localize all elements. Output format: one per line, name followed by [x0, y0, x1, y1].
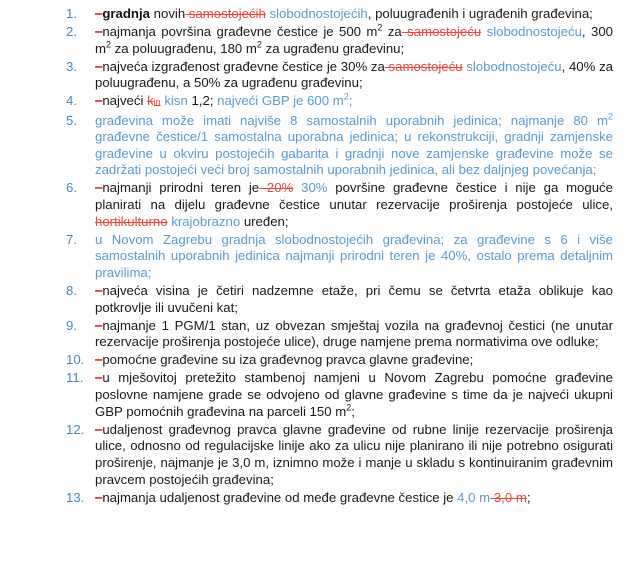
- list-item-text: najmanja površina građevne čestice je 500 $m^2$ za samostojeću slobodnostojeću, 300 $m^2$ za poluugrađenu, 180 $m^2$ za ugrađenu građevinu;: [95, 22, 613, 56]
- deleted-dash-marker: –: [95, 370, 103, 386]
- list-item-text: najveća izgrađenost građevne čestice je 30% za samostojeću slobodnostojeću, 40% za poluugrađenu, a 50% za ugrađenu građevinu;: [95, 58, 614, 91]
- list-item-text: u mješovitoj pretežito stambenoj namjeni u Novom Zagrebu pomoćne građevine poslovne namjene grade se odvojeno od glavne građevine s time da je najveći ukupni GBP pomoćnih građevina na parceli 150 $m^2$;: [95, 370, 613, 419]
- list-item-number: 10.: [66, 352, 85, 368]
- list-item-number: 1.: [66, 6, 77, 21]
- list-item-number: 4.: [66, 93, 77, 109]
- list-item-text: najveći kin kisn 1,2; najveći GBP je 600 $m^2$;: [102, 92, 353, 109]
- deleted-dash-marker: –: [95, 421, 103, 437]
- list-item-number: 13.: [66, 489, 85, 505]
- list-item-number: 7.: [66, 231, 77, 247]
- list-item: [0, 490, 631, 507]
- list-item-number: 12.: [66, 421, 85, 437]
- list-item: [0, 93, 631, 111]
- list-item-text: u Novom Zagrebu gradnja slobodnostojećih građevina; za građevine s 6 i više samostalnih uporabnih jedinica najmanji prirodni teren je 40%, ostalo prema detaljnim pravilima;: [95, 231, 613, 280]
- list-item-number: 5.: [66, 112, 77, 128]
- list-item-text: građevina može imati najviše 8 samostalnih uporabnih jedinica; najmanje 80 $m^2$ građevne čestice/1 samostalna uporabna jedinica; u rekonstrukciji, gradnji zamjenske građevine u okviru postojećih gabarita i gradnji nove zamjenske građevine može se zadržati postojeći veći broj samostalnih uporabnih jedinica, ali bez daljnjeg povećanja;: [95, 111, 613, 178]
- list-item-text: gradnja novih samostojećih slobodnostojećih, poluugrađenih i ugrađenih građevina;: [102, 6, 593, 21]
- deleted-dash-marker: –: [95, 489, 103, 505]
- list-item: [0, 6, 631, 23]
- deleted-dash-marker: –: [95, 283, 103, 298]
- deleted-dash-marker: –: [95, 93, 103, 109]
- list-item-number: 11.: [66, 370, 84, 386]
- list-item: [0, 370, 631, 420]
- deleted-dash-marker: –: [95, 317, 103, 333]
- deleted-dash-marker: –: [95, 24, 103, 40]
- list-item-text: pomoćne građevine su iza građevnog pravca glavne građevine;: [102, 352, 474, 368]
- list-item: [0, 232, 631, 282]
- list-item: [0, 283, 631, 316]
- numbered-provisions-list: [0, 6, 631, 508]
- deleted-dash-marker: –: [95, 58, 103, 74]
- list-item: [0, 318, 631, 351]
- list-item-number: 8.: [66, 283, 77, 298]
- list-item: [0, 422, 631, 488]
- list-item: [0, 180, 631, 230]
- deleted-dash-marker: –: [95, 180, 103, 196]
- clipped-previous-line: [66, 0, 613, 3]
- deleted-dash-marker: –: [95, 6, 103, 21]
- list-item-text: najmanje 1 PGM/1 stan, uz obvezan smještaj vozila na građevnoj čestici (ne unutar rezervacije proširenja postojeće ulice), druge namjene prema normativima ove odluke;: [95, 317, 613, 350]
- list-item-number: 3.: [66, 58, 77, 74]
- list-item: [0, 59, 631, 92]
- list-item: [0, 352, 631, 369]
- list-item-text: najmanja udaljenost građevine od međe građevne čestice je 4,0 m 3,0 m;: [102, 489, 531, 505]
- list-item: [0, 113, 631, 179]
- list-item-number: 2.: [66, 24, 77, 40]
- list-item-number: 6.: [66, 180, 77, 196]
- list-item-text: najmanji prirodni teren je 20% 30% površine građevne čestice i nije ga moguće planirati na dijelu građevne čestice unutar rezervacije proširenja postojeće ulice, hortikulturno krajobrazno uređen;: [95, 180, 613, 229]
- list-item: [0, 24, 631, 57]
- list-item-text: najveća visina je četiri nadzemne etaže, pri čemu se četvrta etaža oblikuje kao potkrovlje ili uvučeni kat;: [95, 283, 613, 315]
- list-item-number: 9.: [66, 317, 77, 333]
- list-item-text: udaljenost građevnog pravca glavne građevine od rubne linije rezervacije proširenja ulice, odnosno od regulacijske linije ako za ulicu nije planirano ili nije potrebno osigurati proširenje, najmanje je 3,0 m, iznimno može i manje u skladu s kontinuiranim građevnim pravcem postojećih građevina;: [95, 421, 613, 487]
- deleted-dash-marker: –: [95, 352, 103, 368]
